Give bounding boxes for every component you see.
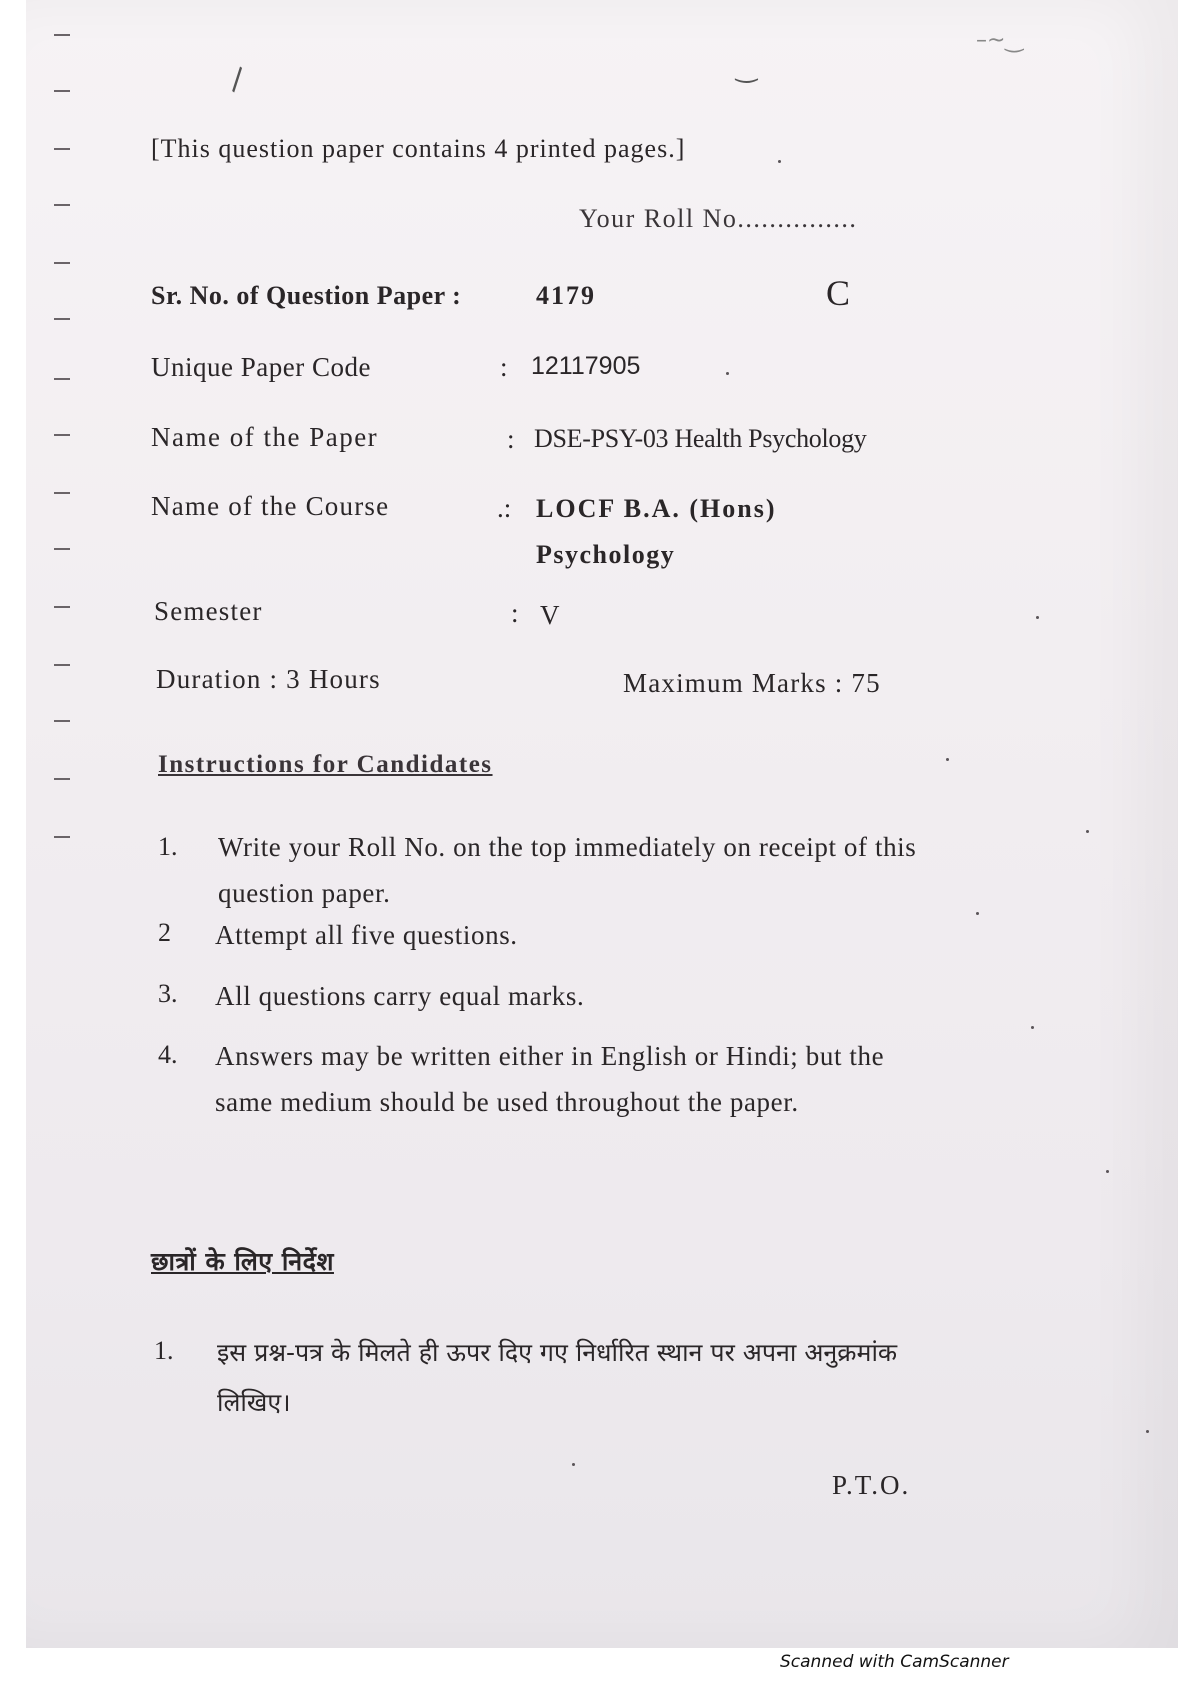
name-course-value-line1: LOCF B.A. (Hons)	[536, 494, 777, 523]
scan-artifact-scribble: –~‿	[976, 28, 1024, 53]
name-paper-colon: :	[507, 424, 515, 454]
scan-speck	[1106, 1170, 1109, 1173]
name-course-colon: .:	[497, 493, 512, 523]
semester-value: V	[540, 600, 560, 630]
instruction-number: 3.	[158, 979, 178, 1008]
scan-speck	[1146, 1430, 1149, 1433]
upc-colon: :	[500, 352, 508, 382]
semester-colon: :	[511, 598, 519, 628]
scan-artifact-tick: \	[222, 62, 252, 97]
pto: P.T.O.	[832, 1470, 911, 1500]
hindi-instruction-number: 1.	[154, 1336, 174, 1365]
scan-speck	[1086, 830, 1089, 833]
instruction-item: Attempt all five questions.	[215, 920, 518, 950]
name-paper-value: DSE-PSY-03 Health Psychology	[534, 424, 867, 453]
scan-speck	[1036, 616, 1039, 619]
scanner-credit: Scanned with CamScanner	[780, 1652, 1009, 1672]
left-margin-ticks	[54, 0, 72, 1648]
scan-speck	[572, 1463, 575, 1466]
name-paper-label: Name of the Paper	[151, 422, 379, 452]
set-letter: C	[826, 273, 851, 313]
scan-speck	[946, 758, 949, 761]
hindi-instruction-item: इस प्रश्न-पत्र के मिलते ही ऊपर दिए गए निर्धारित स्थान पर अपना अनुक्रमांक लिखिए।	[217, 1338, 898, 1417]
name-course-value-line2: Psychology	[536, 540, 676, 569]
semester-label: Semester	[154, 596, 263, 626]
scan-speck	[976, 912, 979, 915]
instruction-number: 4.	[158, 1040, 178, 1069]
scan-artifact-dash: ‿	[736, 54, 757, 84]
upc-value: 12117905	[531, 352, 641, 380]
name-course-label: Name of the Course	[151, 491, 390, 521]
instruction-number: 1.	[158, 832, 178, 861]
instruction-item: Write your Roll No. on the top immediately on receipt of this question paper.	[218, 832, 917, 908]
scan-speck	[1031, 1026, 1034, 1029]
instruction-item: Answers may be written either in English or Hindi; but the same medium should be used throughout the paper.	[215, 1041, 885, 1117]
hindi-instructions-heading: छात्रों के लिए निर्देश	[151, 1247, 334, 1276]
max-marks: Maximum Marks : 75	[623, 668, 881, 698]
instruction-number: 2	[158, 918, 171, 947]
question-paper-sheet	[26, 0, 1178, 1648]
sr-no-value: 4179	[536, 281, 596, 310]
roll-no-field: Your Roll No...............	[579, 204, 858, 233]
scan-speck	[778, 160, 781, 163]
pages-note: [This question paper contains 4 printed pages.]	[151, 134, 686, 163]
instructions-heading: Instructions for Candidates	[158, 751, 493, 778]
duration: Duration : 3 Hours	[156, 664, 381, 694]
upc-label: Unique Paper Code	[151, 352, 371, 382]
scan-speck	[726, 372, 729, 375]
instruction-item: All questions carry equal marks.	[215, 981, 585, 1011]
sr-no-label: Sr. No. of Question Paper :	[151, 281, 462, 310]
